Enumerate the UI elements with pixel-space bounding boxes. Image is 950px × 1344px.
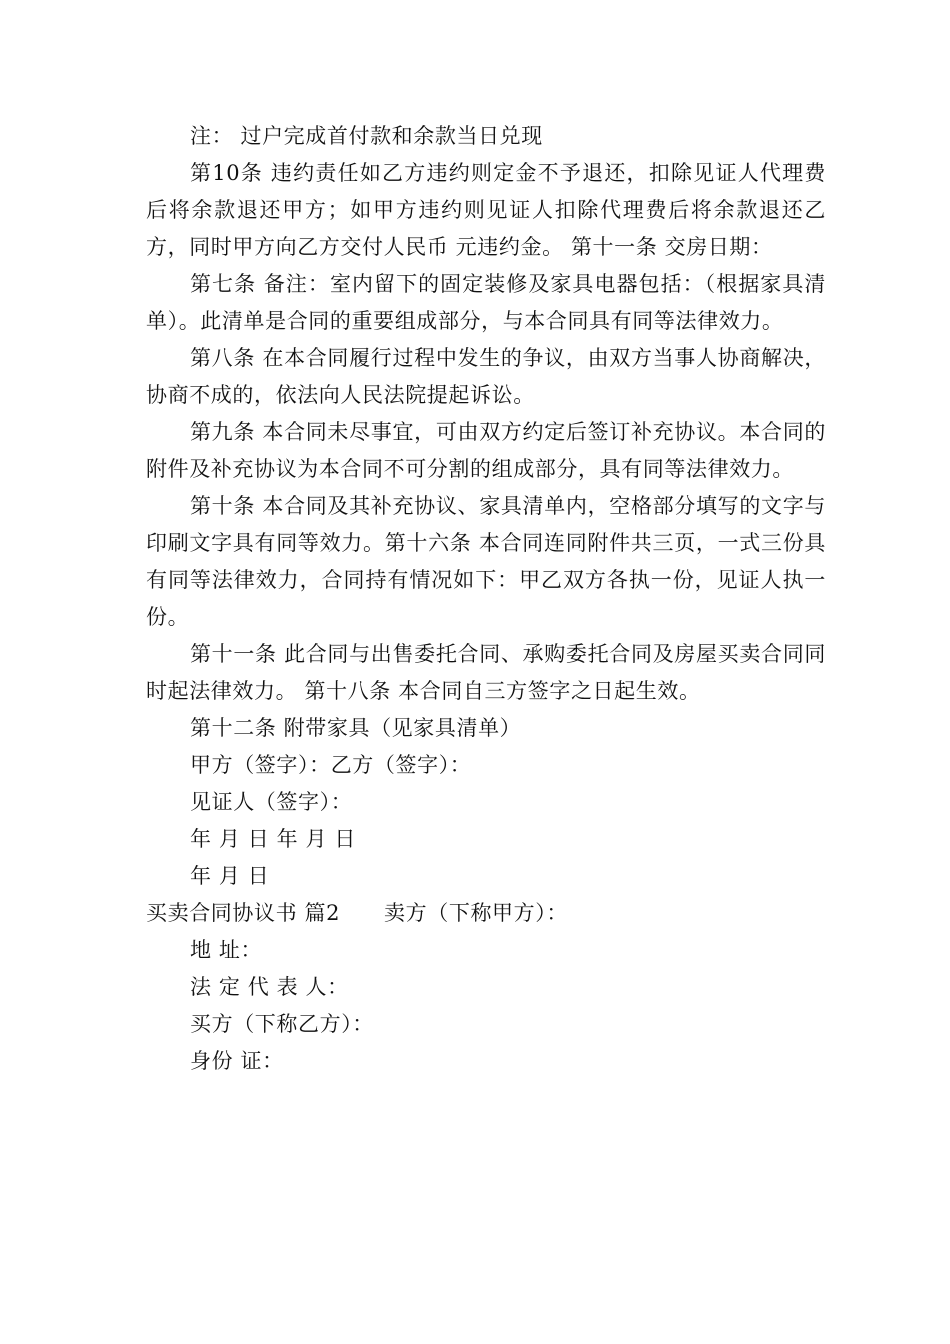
address-line: 地 址：	[190, 938, 263, 962]
paragraph-article-7: 第七条 备注：室内留下的固定装修及家具电器包括：（根据家具清单）。此清单是合同的重要组成部分，与本合同具有同等法律效力。	[146, 272, 826, 333]
buyer-line: 买方（下称乙方）：	[190, 1012, 374, 1036]
section-title: 买卖合同协议书 篇2	[146, 901, 341, 925]
id-card-line: 身份 证：	[190, 1049, 284, 1073]
date-double-line: 年 月 日 年 月 日	[190, 827, 356, 851]
article-12-line: 第十二条 附带家具（见家具清单）	[190, 716, 522, 740]
note-line: 注： 过户完成首付款和余款当日兑现	[190, 124, 543, 148]
paragraph-article-8: 第八条 在本合同履行过程中发生的争议，由双方当事人协商解决，协商不成的，依法向人民法院提起诉讼。	[146, 346, 826, 407]
legal-rep-line: 法 定 代 表 人：	[190, 975, 349, 999]
document-page	[146, 118, 826, 1080]
paragraph-article-10b: 第十条 本合同及其补充协议、家具清单内，空格部分填写的文字与印刷文字具有同等效力。第十六条 本合同连同附件共三页，一式三份具有同等法律效力，合同持有情况如下：甲乙双方各执一份，见证人执一份。	[146, 494, 826, 629]
paragraph-article-10: 第10条 违约责任如乙方违约则定金不予退还，扣除见证人代理费后将余款退还甲方；如甲方违约则见证人扣除代理费后将余款退还乙方，同时甲方向乙方交付人民币 元违约金。 第十一条 交房日期：	[146, 161, 826, 259]
paragraph-article-9: 第九条 本合同未尽事宜，可由双方约定后签订补充协议。本合同的附件及补充协议为本合同不可分割的组成部分，具有同等法律效力。	[146, 420, 826, 481]
date-single-line: 年 月 日	[190, 864, 270, 888]
section-heading-row	[146, 895, 826, 932]
witness-line: 见证人（签字）：	[190, 790, 353, 814]
paragraph-article-11: 第十一条 此合同与出售委托合同、承购委托合同及房屋买卖合同同时起法律效力。 第十八条 本合同自三方签字之日起生效。	[146, 642, 826, 703]
signature-parties-line: 甲方（签字）：乙方（签字）：	[190, 753, 472, 777]
seller-label: 卖方（下称甲方）：	[384, 901, 568, 925]
